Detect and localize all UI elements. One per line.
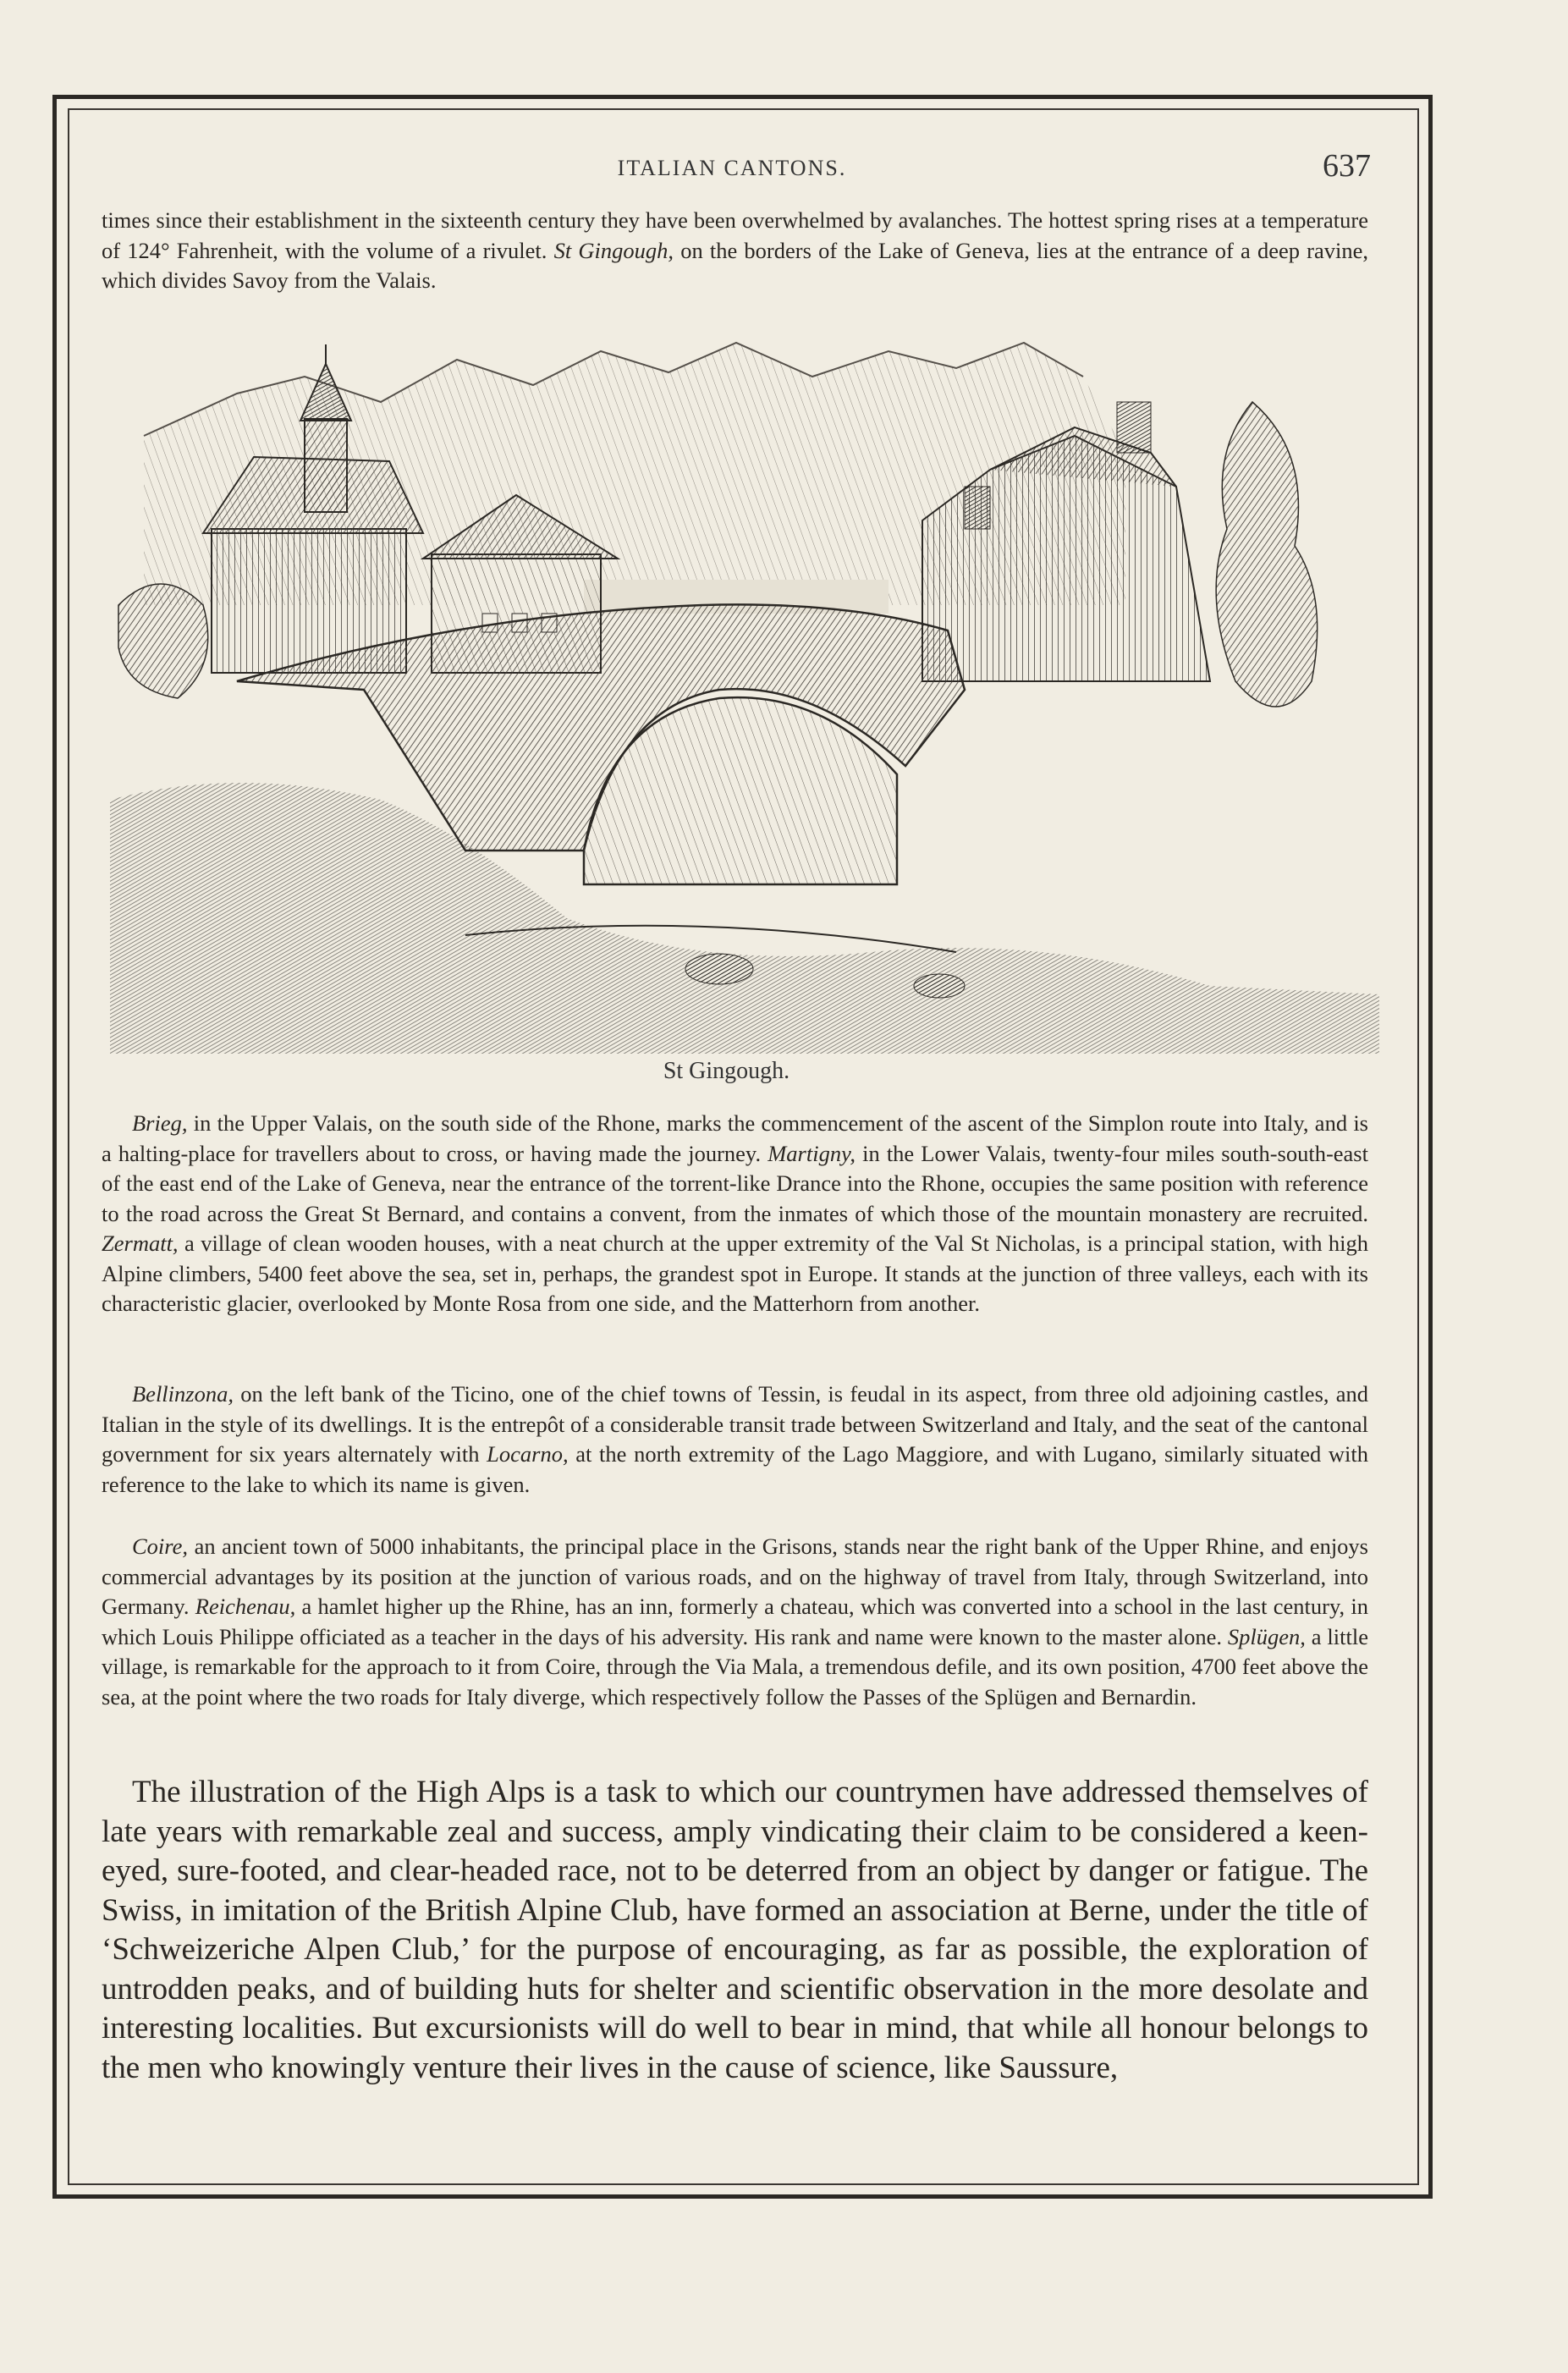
- place-reichenau: Reichenau,: [195, 1594, 296, 1619]
- place-coire: Coire,: [132, 1533, 189, 1559]
- intro-text-1: times since their establishment in the sixteenth century they have been overwhelmed by avalanches. The hottest spring rises at a temperature of 124° Fahrenheit, with the volume of a rivulet.: [102, 207, 1368, 263]
- paragraph-bellinzona: [102, 1379, 1368, 1500]
- paragraph-brieg: [102, 1109, 1368, 1319]
- figure-caption: St Gingough.: [663, 1058, 790, 1084]
- intro-paragraph: [102, 206, 1368, 296]
- brieg-text: in the Upper Valais, on the south side of the Rhone, marks the commencement of the ascent of the Simplon route into Italy, and is a halting-place for travellers about to cross, or having made the journey.: [102, 1110, 1368, 1166]
- paragraph-coire: [102, 1532, 1368, 1712]
- place-brieg: Brieg,: [132, 1110, 188, 1136]
- page-header: [93, 148, 1371, 195]
- place-locarno: Locarno,: [487, 1441, 569, 1467]
- place-st-gingough: St Gingough,: [553, 237, 674, 263]
- reichenau-text: a hamlet higher up the Rhine, has an inn, formerly a chateau, which was converted into a school in the last century, in which Louis Philippe officiated as a teacher in the days of his adversity. His rank and name were known to the master alone.: [102, 1594, 1368, 1649]
- martigny-text: in the Lower Valais, twenty-four miles south-south-east of the east end of the Lake of Geneva, near the entrance of the torrent-like Drance into the Rhone, occupies the same position with reference to the road across the Great St Bernard, and contains a convent, from the inmates of which those of the mountain monastery are recruited.: [102, 1140, 1368, 1226]
- st-gingough-engraving: [110, 326, 1379, 1054]
- bellinzona-text: on the left bank of the Ticino, one of the chief towns of Tessin, is feudal in its aspect, from three old adjoining castles, and Italian in the style of its dwellings. It is the entrepôt of a considerable transit trade between Switzerland and Italy, and the seat of the cantonal government for six years alternately with: [102, 1381, 1368, 1467]
- locarno-text: at the north extremity of the Lago Maggiore, and with Lugano, similarly situated with reference to the lake to which its name is given.: [102, 1441, 1368, 1497]
- place-zermatt: Zermatt,: [102, 1231, 179, 1256]
- place-splugen: Splügen,: [1227, 1623, 1306, 1649]
- place-martigny: Martigny,: [767, 1140, 856, 1166]
- splugen-text: a little village, is remarkable for the approach to it from Coire, through the Via Mala, a tremendous defile, and its own position, 4700 feet above the sea, at the point where the two roads for Italy diverge, which respectively follow the Passes of the Splügen and Bernardin.: [102, 1623, 1368, 1710]
- zermatt-text: a village of clean wooden houses, with a neat church at the upper extremity of the Val St Nicholas, is a principal station, with high Alpine climbers, 5400 feet above the sea, set in, perhaps, the grandest spot in Europe. It stands at the junction of three valleys, each with its characteristic glacier, overlooked by Monte Rosa from one side, and the Matterhorn from another.: [102, 1231, 1368, 1316]
- paragraph-high-alps: The illustration of the High Alps is a task to which our countrymen have addressed themselves of late years with remarkable zeal and success, amply vindicating their claim to be considered a keen-eyed, sure-footed, and clear-headed race, not to be deterred from an object by danger or fatigue. The Swiss, in imitation of the British Alpine Club, have formed an association at Berne, under the title of ‘Schweizeriche Alpen Club,’ for the purpose of encouraging, as far as possible, the exploration of untrodden peaks, and of building huts for shelter and scientific observation in the more desolate and interesting localities. But excursionists will do well to bear in mind, that while all honour belongs to the men who knowingly venture their lives in the cause of science, like Saussure,: [102, 1775, 1368, 2085]
- intro-text-2: on the borders of the Lake of Geneva, lies at the entrance of a deep ravine, which divides Savoy from the Valais.: [102, 237, 1368, 293]
- running-head: ITALIAN CANTONS.: [617, 156, 847, 180]
- coire-text: an ancient town of 5000 inhabitants, the principal place in the Grisons, stands near the right bank of the Upper Rhine, and enjoys commercial advantages by its position at the junction of various roads, and on the highway of travel from Italy, through Switzerland, into Germany.: [102, 1533, 1368, 1619]
- place-bellinzona: Bellinzona,: [132, 1381, 234, 1407]
- page-number: 637: [1323, 148, 1371, 184]
